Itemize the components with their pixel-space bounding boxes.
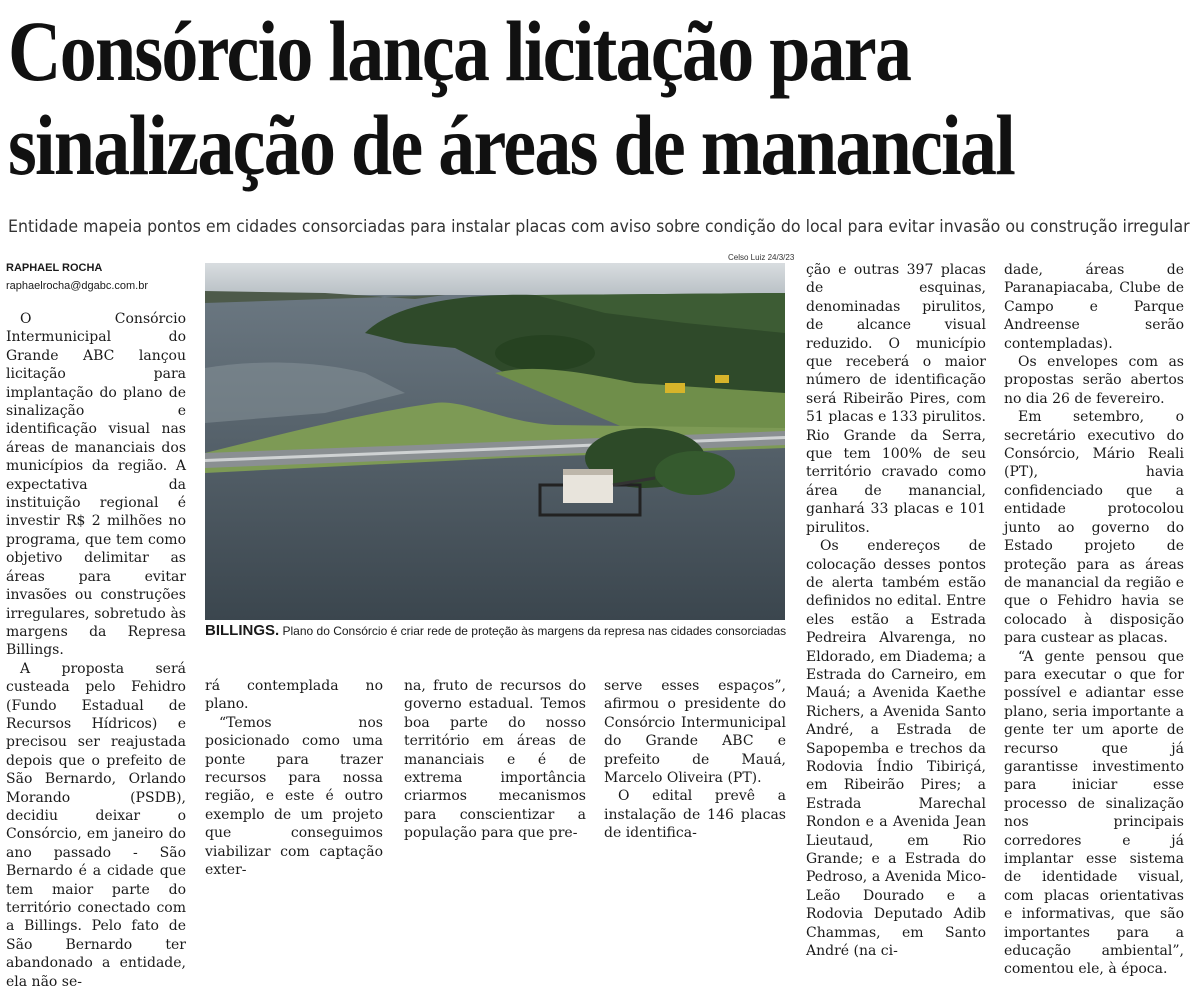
paragraph: Em setembro, o secretário executivo do Consórcio, Mário Reali (PT), havia confidenciado que a entidade protocolou junto ao governo do Estado projeto de proteção para as áreas de manancial da região e que o Fehidro havia se colocado à disposição para custear as placas. xyxy=(1004,409,1184,647)
photo-credit: Celso Luiz 24/3/23 xyxy=(728,253,795,262)
paragraph: Os endereços de colocação desses pontos de alerta também estão definidos no edital. Entre eles estão a Estrada Pedreira Alvarenga, no Eldorado, em Diadema; a Estrada do Carneiro, em Mauá; a Avenida Kaethe Richers, a Avenida Santo André, a Estrada de Sapopemba e trechos da Rodovia Índio Tibiriçá, em Ribeirão Pires; a Estrada Marechal Rondon e a Avenida Jean Lieutaud, em Rio Grande; e a Estrada do Pedroso, a Avenida Mico-Leão Dourado e a Rodovia Deputado Adib Chammas, em Santo André (na ci- xyxy=(806,538,986,960)
paragraph: A proposta será custeada pelo Fehidro (Fundo Estadual de Recursos Hídricos) e precisou ser reajustada depois que o prefeito de São Bernardo, Orlando Morando (PSDB), decidiu deixar o Consórcio, em janeiro do ano passado - São Bernardo é a cidade que tem maior parte do território conectado com a Billings. Pelo fato de São Bernardo ter abandonado a entidade, ela não se- xyxy=(6,660,186,990)
caption-text: Plano do Consórcio é criar rede de proteção às margens da represa nas cidades consorciadas xyxy=(279,624,787,638)
subheadline: Entidade mapeia pontos em cidades consorciadas para instalar placas com aviso sobre condição do local para evitar invasão ou construção irregular xyxy=(8,217,1190,237)
paragraph: rá contemplada no plano. xyxy=(205,678,383,713)
article-column-5 xyxy=(806,261,986,960)
byline-author: RAPHAEL ROCHA xyxy=(6,262,103,274)
article-column-6 xyxy=(1004,261,1184,978)
paragraph: serve esses espaços”, afirmou o presidente do Consórcio Intermunicipal do Grande ABC e prefeito de Mauá, Marcelo Oliveira (PT). xyxy=(604,678,786,787)
paragraph: “Temos nos posicionado como uma ponte para trazer recursos para nossa região, e este é outro exemplo de um projeto que conseguimos viabilizar com captação exter- xyxy=(205,714,383,879)
article-column-2 xyxy=(205,677,383,879)
paragraph: dade, áreas de Paranapiacaba, Clube de Campo e Parque Andreense serão contempladas). xyxy=(1004,262,1184,352)
article-column-3 xyxy=(404,677,586,842)
paragraph: O edital prevê a instalação de 146 placas de identifica- xyxy=(604,788,786,842)
byline-email: raphaelrocha@dgabc.com.br xyxy=(6,280,149,292)
article-column-1 xyxy=(6,310,186,990)
article-column-4 xyxy=(604,677,786,842)
caption-label: BILLINGS. xyxy=(205,622,280,639)
headline-line-2: sinalização de áreas de manancial xyxy=(8,97,1015,193)
photo-caption xyxy=(205,623,790,639)
paragraph: “A gente pensou que para executar o que for possível e adiantar esse plano, seria importante a gente ter um aporte de recurso que já garantisse investimento para iniciar esse processo de sinalização nos principais corredores e já implantar esse sistema de identidade visual, com placas orientativas e informativas, que são importantes para a educação ambiental”, comentou ele, à época. xyxy=(1004,648,1184,978)
paragraph: Os envelopes com as propostas serão abertos no dia 26 de fevereiro. xyxy=(1004,354,1184,407)
headline-line-1: Consórcio lança licitação para xyxy=(8,3,911,99)
headline xyxy=(8,4,1014,192)
paragraph: O Consórcio Intermunicipal do Grande ABC lançou licitação para implantação do plano de sinalização e identificação visual nas áreas de mananciais dos municípios da região. A expectativa da instituição regional é investir R$ 2 milhões no programa, que tem como objetivo delimitar as áreas para evitar invasões ou construções irregulares, sobretudo às margens da Represa Billings. xyxy=(6,311,186,659)
paragraph: ção e outras 397 placas de esquinas, denominadas pirulitos, de alcance visual reduzido. O município que receberá o maior número de identificação será Ribeirão Pires, com 51 placas e 133 pirulitos. Rio Grande da Serra, que tem 100% de seu território cravado como área de manancial, ganhará 33 placas e 101 pirulitos. xyxy=(806,262,986,536)
paragraph: na, fruto de recursos do governo estadual. Temos boa parte do nosso território em áreas de mananciais e é de extrema importância criarmos mecanismos para conscientizar a população para que pre- xyxy=(404,678,586,842)
billings-reservoir-photo xyxy=(205,263,785,620)
